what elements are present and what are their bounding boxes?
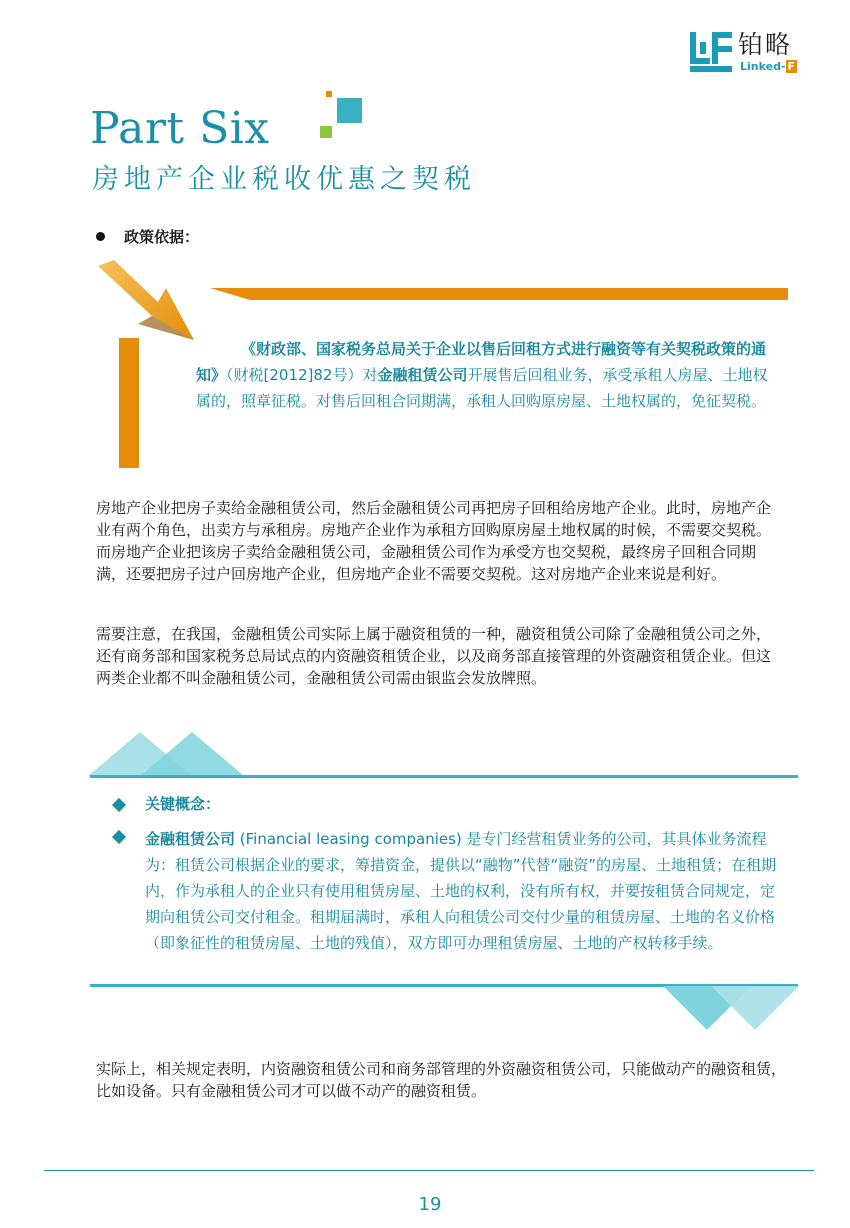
key-concept-term: 金融租赁公司 xyxy=(145,830,236,848)
body-paragraph-3: 实际上，相关规定表明，内资融资租赁公司和商务部管理的外资融资租赁公司，只能做动产的融资租赁，比如设备。只有金融租赁公司才可以做不动产的融资租赁。 xyxy=(96,1060,787,1100)
decorative-triangles-top-icon xyxy=(88,730,288,778)
logo-english-suffix: F xyxy=(787,60,796,73)
part-title: Part Six xyxy=(90,103,270,154)
body-paragraph-2: 需要注意，在我国，金融租赁公司实际上属于融资租赁的一种，融资租赁公司除了金融租赁公司之外，还有商务部和国家税务总局试点的内资融资租赁企业，以及商务部直接管理的外资融资租赁企业。但这两类企业都不叫金融租赁公司，金融租赁公司需由银监会发放牌照。 xyxy=(96,625,772,687)
policy-document-title: 《财政部、国家税务总局关于企业以售后回租方式进行融资等有关契税政策的通知》 xyxy=(196,340,767,384)
brand-logo xyxy=(690,30,820,76)
decorative-squares-icon xyxy=(316,88,366,144)
key-concept-text xyxy=(145,826,785,956)
orange-divider-bar xyxy=(210,288,788,300)
diamond-bullet-icon xyxy=(112,830,126,844)
key-concept-definition: (Financial leasing companies) 是专门经营租赁业务的公司，其具体业务流程为：租赁公司根据企业的要求，筹措资金，提供以“融物”代替“融资”的房屋、土地租赁；在租期内，作为承租人的企业只有使用租赁房屋、土地的权利，没有所有权，并要按租赁合同规定，定期向租赁公司交付租金。租期届满时，承租人向租赁公司交付少量的租赁房屋、土地的名义价格（即象征性的租赁房屋、土地的残值），双方即可办理租赁房屋、土地的产权转移手续。 xyxy=(145,830,777,952)
policy-content: 开展售后回租业务，承受承租人房屋、土地权属的，照章征税。对售后回租合同期满，承租人回购原房屋、土地权属的，免征契税。 xyxy=(196,366,768,410)
diamond-bullet-icon xyxy=(112,798,126,812)
policy-term-highlight: 金融租赁公司 xyxy=(377,366,468,384)
logo-english-prefix: Linked- xyxy=(740,60,786,73)
logo-english-name xyxy=(740,60,797,73)
concept-top-rule xyxy=(90,775,798,778)
orange-vertical-bar xyxy=(119,338,139,468)
logo-mark-icon xyxy=(690,32,732,72)
policy-label: 政策依据： xyxy=(124,228,200,246)
footer-rule xyxy=(44,1170,814,1171)
body-paragraph-1: 房地产企业把房子卖给金融租赁公司，然后金融租赁公司再把房子回租给房地产企业。此时，房地产企业有两个角色，出卖方与承租房。房地产企业作为承租方回购原房屋土地权属的时候，不需要交契税。而房地产企业把该房子卖给金融租赁公司，金融租赁公司作为承受方也交契税，最终房子回租合同期满，还要把房子过户回房地产企业，但房地产企业不需要交契税。这对房地产企业来说是利好。 xyxy=(96,499,772,583)
arrow-icon xyxy=(96,258,196,342)
policy-document-number: （财税[2012]82号）对 xyxy=(226,366,378,384)
key-concept-label: 关键概念： xyxy=(145,795,221,813)
bullet-dot-icon xyxy=(96,232,105,241)
page-subtitle: 房地产企业税收优惠之契税 xyxy=(92,164,476,195)
policy-text xyxy=(196,336,776,414)
logo-chinese-name: 铂略 xyxy=(738,30,793,59)
page-number: 19 xyxy=(418,1194,442,1215)
decorative-triangles-bottom-icon xyxy=(663,986,799,1032)
